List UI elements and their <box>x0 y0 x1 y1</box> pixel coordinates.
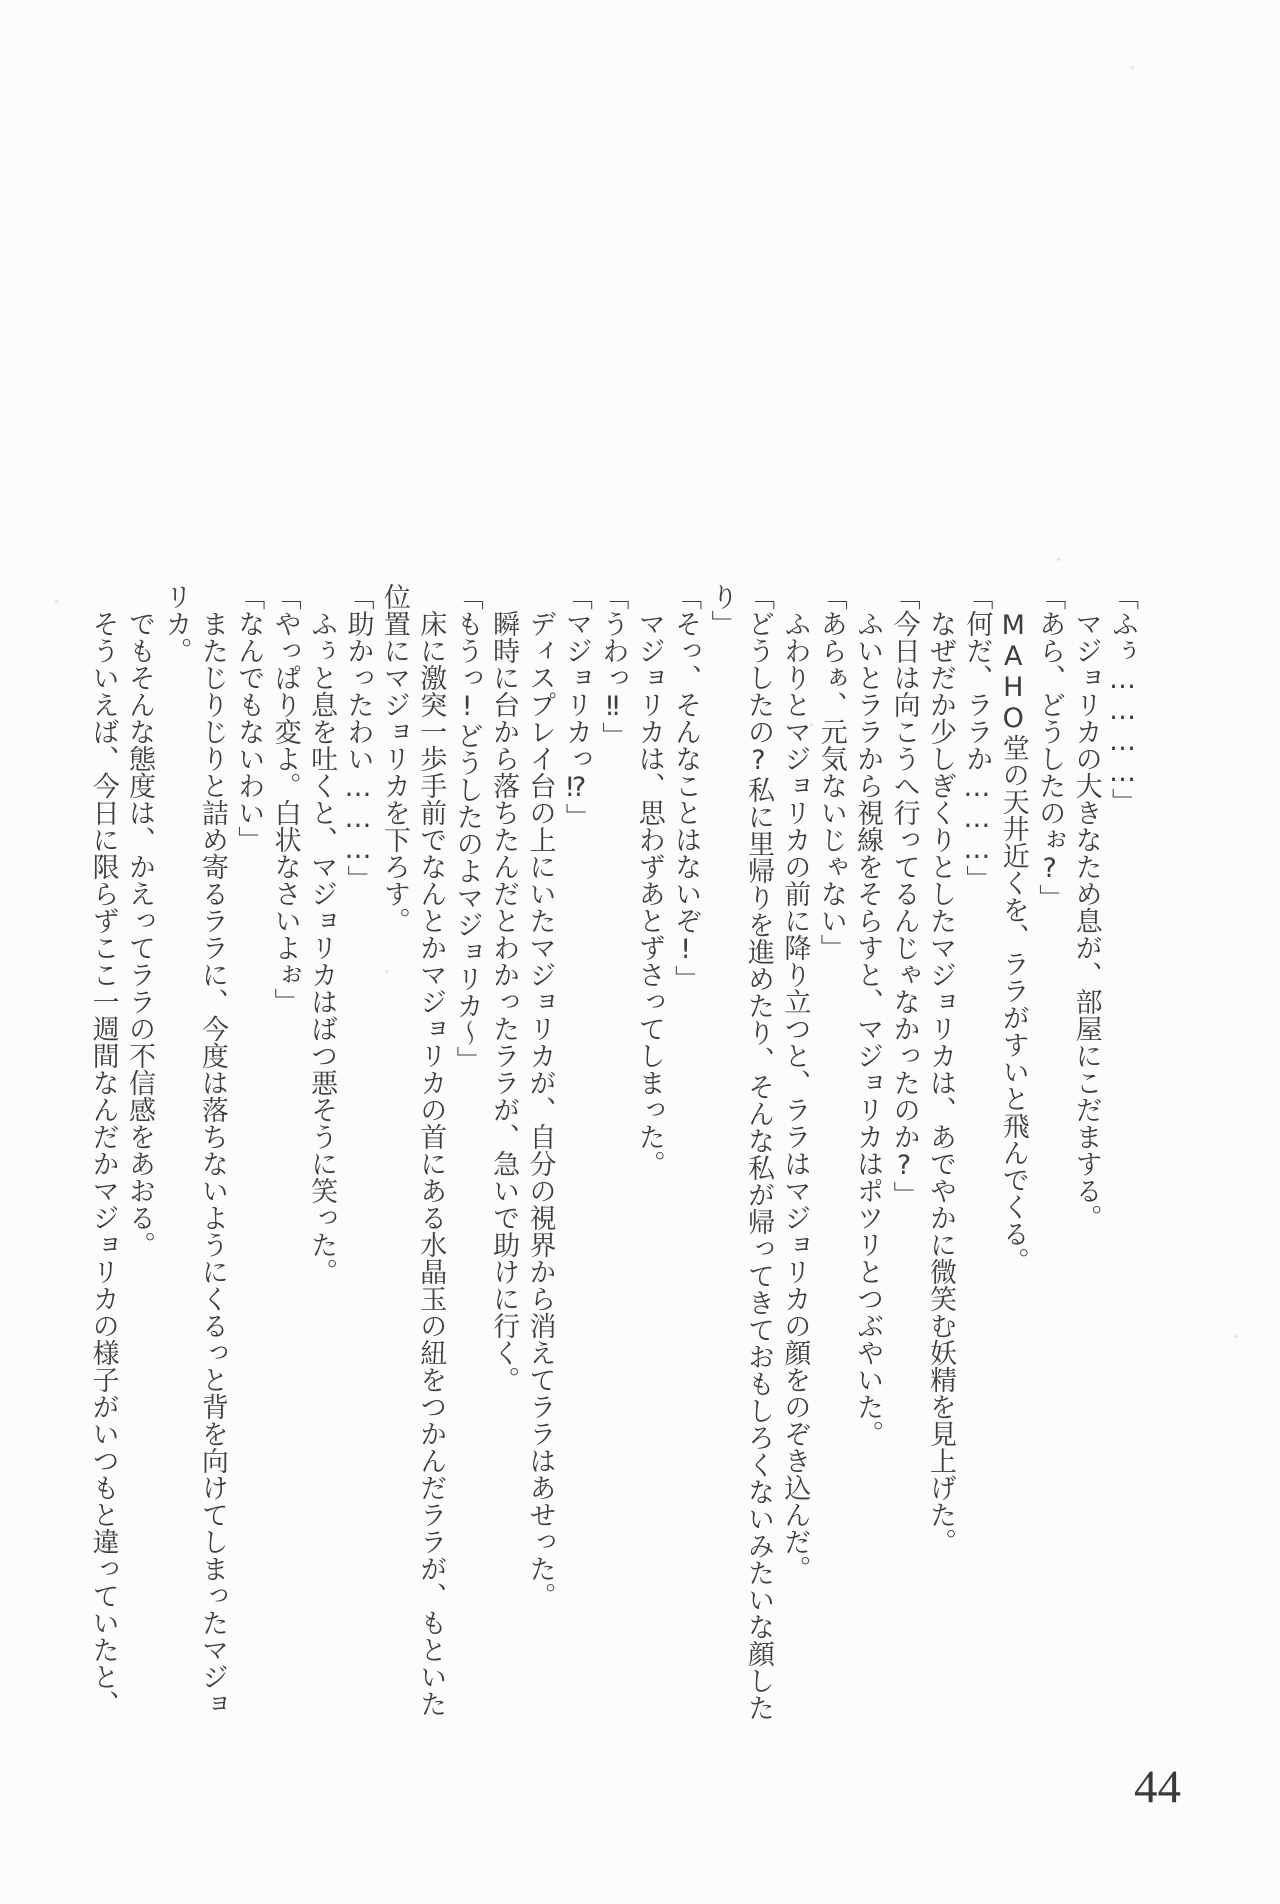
paragraph-narrative: そういえば、今日に限らずここ一週間なんだかマジョリカの様子がいつもと違っていたと、 <box>87 610 119 1717</box>
paragraph-narrative: でもそんな態度は、かえってララの不信感をあおる。 <box>124 610 156 1258</box>
paragraph-quote: 「うわっ‼」 <box>597 583 629 749</box>
paragraph-quote: 「今日は向こうへ行ってるんじゃなかったのか?」 <box>888 583 920 1208</box>
paragraph-quote: 「助かったわい………」 <box>342 583 374 892</box>
scan-speck <box>55 600 58 603</box>
paragraph-narrative: マジョリカの大きなため息が、部屋にこだまする。 <box>1070 610 1102 1231</box>
paragraph-quote: 「あら、どうしたのぉ?」 <box>1034 583 1066 911</box>
paragraph-narrative: 瞬時に台から落ちたんだとわかったララが、急いで助けに行く。 <box>488 610 520 1393</box>
paragraph-quote: 「そっ、そんなことはないぞ!」 <box>670 583 702 992</box>
story-text-block <box>84 583 1140 1723</box>
paragraph-quote: 「ふぅ…………」 <box>1107 583 1138 815</box>
paragraph-narrative: マジョリカは、思わずあとずさってしまった。 <box>633 610 665 1177</box>
paragraph-quote: 「マジョリカっ⁉」 <box>560 583 592 830</box>
paragraph-narrative: ふぅと息を吐くと、マジョリカはばつ悪そうに笑った。 <box>306 610 338 1285</box>
paragraph-narrative: ディスプレイ台の上にいたマジョリカが、自分の視界から消えてララはあせった。 <box>524 610 556 1609</box>
paragraph-narrative: またじりじりと詰め寄るララに、今度は落ちないようにくるっと背を向けてしまったマジョリカ。 <box>160 583 228 1717</box>
page-number: 44 <box>1134 1761 1181 1813</box>
paragraph-narrative: MAHO堂の天井近くを、ララがすいと飛んでくる。 <box>997 610 1029 1274</box>
paragraph-quote: 「あらぁ、元気ないじゃない」 <box>815 583 847 961</box>
paragraph-narrative: ふわりとマジョリカの前に降り立つと、ララはマジョリカの顔をのぞき込んだ。 <box>779 610 811 1582</box>
paragraph-quote: 「やっぱり変よ。白状なさいよぉ」 <box>269 583 301 1015</box>
scan-speck <box>1131 66 1134 69</box>
scan-speck <box>1235 1335 1238 1338</box>
paragraph-narrative: ふいとララから視線をそらすと、マジョリカはポツリとつぶやいた。 <box>852 610 884 1447</box>
paragraph-narrative: なぜだか少しぎくりとしたマジョリカは、あでやかに微笑む妖精を見上げた。 <box>924 610 956 1555</box>
paragraph-narrative: 床に激突一歩手前でなんとかマジョリカの首にある水晶玉の紐をつかんだララが、もといた位置にマジョリカを下ろす。 <box>378 583 447 1717</box>
paragraph-quote: 「もうっ!どうしたのよマジョリカ〜」 <box>451 583 483 1073</box>
paragraph-quote: 「何だ、ララか………」 <box>961 583 993 892</box>
scan-speck <box>1057 558 1060 561</box>
paragraph-quote: 「どうしたの?私に里帰りを進めたり、そんな私が帰ってきておもしろくないみたいな顔したり」 <box>706 583 774 1721</box>
paragraph-quote: 「なんでもないわい」 <box>233 583 265 853</box>
